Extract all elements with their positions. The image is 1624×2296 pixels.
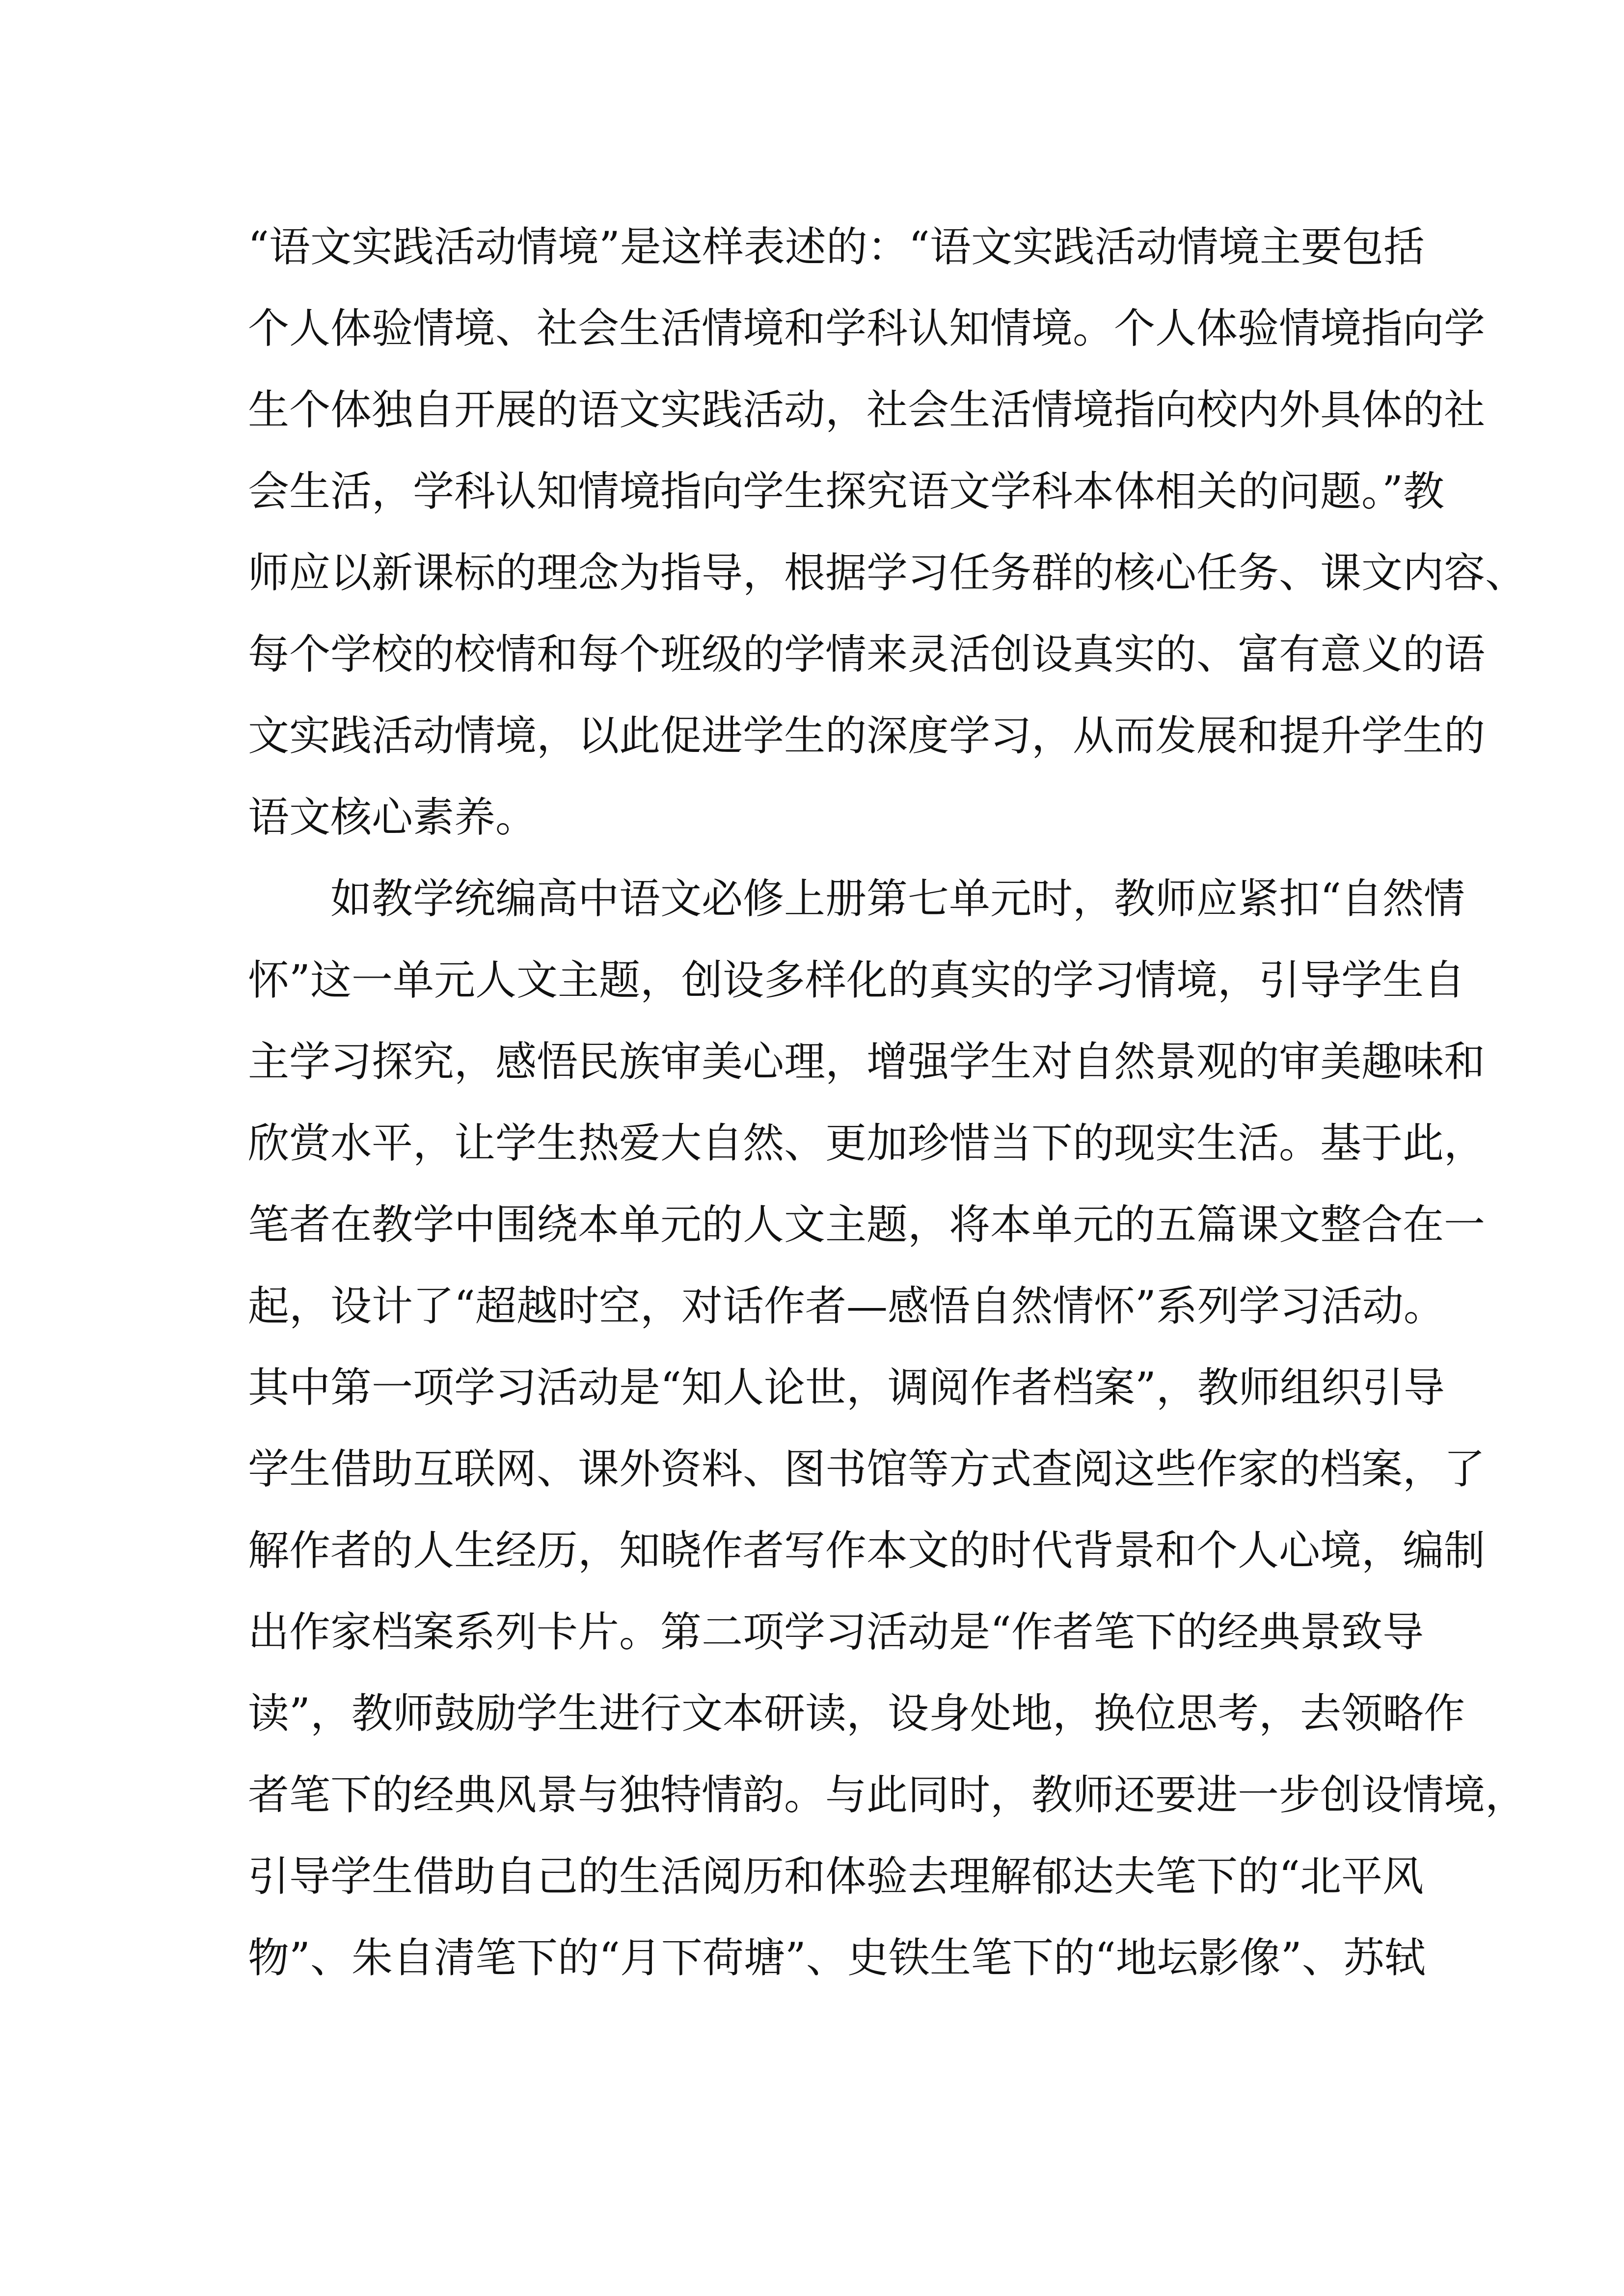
paragraph-2-line-9: 解作者的人生经历，知晓作者写作本文的时代背景和个人心境，编制 (248, 1526, 1486, 1575)
paragraph-2-line-7: 其中第一项学习活动是“知人论世，调阅作者档案”，教师组织引导 (248, 1363, 1445, 1412)
paragraph-2-line-8: 学生借助互联网、课外资料、图书馆等方式查阅这些作家的档案，了 (248, 1445, 1486, 1493)
paragraph-2-line-14: 物”、朱自清笔下的“月下荷塘”、史铁生笔下的“地坛影像”、苏轼 (248, 1934, 1426, 1982)
paragraph-1-line-1: “语文实践活动情境”是这样表述的：“语文实践活动情境主要包括 (248, 223, 1425, 271)
paragraph-2-line-13: 引导学生借助自己的生活阅历和体验去理解郁达夫笔下的“北平风 (248, 1852, 1424, 1900)
paragraph-2-line-11: 读”，教师鼓励学生进行文本研读，设身处地，换位思考，去领略作 (248, 1689, 1465, 1737)
paragraph-1-line-4: 会生活，学科认知情境指向学生探究语文学科本体相关的问题。”教 (248, 467, 1444, 515)
paragraph-2-line-12: 者笔下的经典风景与独特情韵。与此同时，教师还要进一步创设情境， (248, 1771, 1527, 1819)
paragraph-1-line-2: 个人体验情境、社会生活情境和学科认知情境。个人体验情境指向学 (248, 304, 1486, 352)
paragraph-2-line-2: 怀”这一单元人文主题，创设多样化的真实的学习情境，引导学生自 (248, 956, 1465, 1004)
paragraph-1-line-8: 语文核心素养。 (248, 793, 537, 841)
paragraph-1-line-5: 师应以新课标的理念为指导，根据学习任务群的核心任务、课文内容、 (248, 549, 1527, 597)
paragraph-2-line-3: 主学习探究，感悟民族审美心理，增强学生对自然景观的审美趣味和 (248, 1038, 1486, 1086)
paragraph-1-line-6: 每个学校的校情和每个班级的学情来灵活创设真实的、富有意义的语 (248, 630, 1486, 678)
paragraph-2-line-5: 笔者在教学中围绕本单元的人文主题，将本单元的五篇课文整合在一 (248, 1201, 1486, 1249)
body-text (248, 206, 1527, 1999)
paragraph-1-line-7: 文实践活动情境，以此促进学生的深度学习，从而发展和提升学生的 (248, 712, 1486, 760)
paragraph-2-line-6: 起，设计了“超越时空，对话作者—感悟自然情怀”系列学习活动。 (248, 1282, 1445, 1330)
paragraph-2-line-1: 如教学统编高中语文必修上册第七单元时，教师应紧扣“自然情 (330, 875, 1465, 923)
paragraph-2-line-4: 欣赏水平，让学生热爱大自然、更加珍惜当下的现实生活。基于此， (248, 1119, 1486, 1167)
paragraph-2-line-10: 出作家档案系列卡片。第二项学习活动是“作者笔下的经典景致导 (248, 1608, 1424, 1656)
paragraph-1-line-3: 生个体独自开展的语文实践活动，社会生活情境指向校内外具体的社 (248, 386, 1486, 434)
